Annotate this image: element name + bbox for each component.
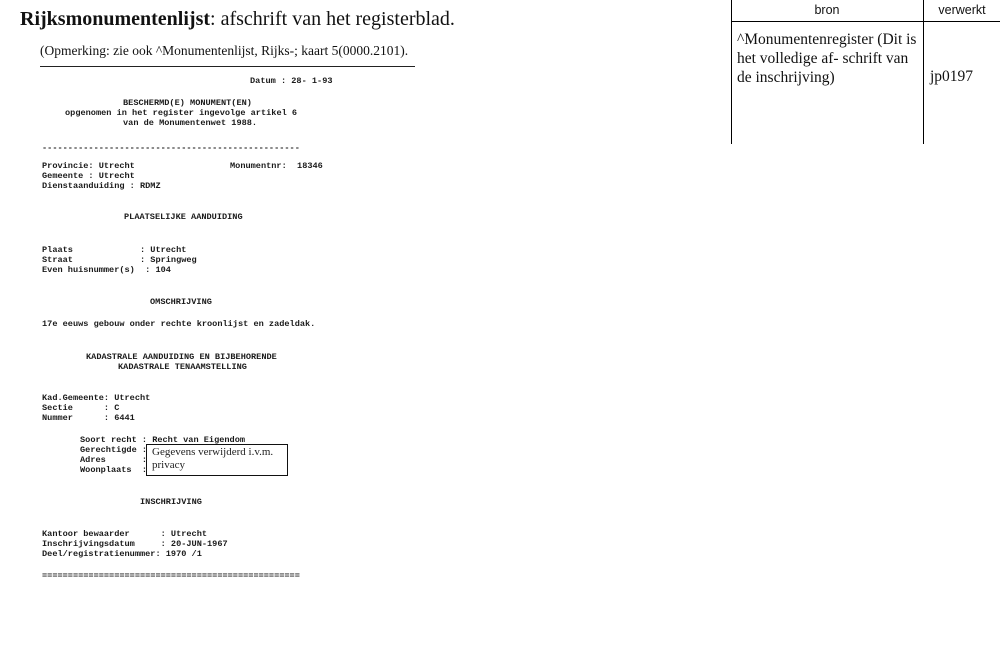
table-header-divider	[731, 21, 1000, 22]
deel-line: Deel/registratienummer: 1970 /1	[42, 549, 202, 559]
nummer-line: Nummer : 6441	[42, 413, 135, 423]
datum-line: Datum : 28- 1-93	[250, 76, 333, 86]
heading-register: opgenomen in het register ingevolge artikel 6	[65, 108, 298, 118]
section-plaatselijke: PLAATSELIJKE AANDUIDING	[124, 212, 243, 222]
inschrijvingsdatum-line: Inschrijvingsdatum : 20-JUN-1967	[42, 539, 228, 549]
section-inschrijving: INSCHRIJVING	[140, 497, 202, 507]
page-title	[20, 8, 455, 31]
monumentnr-line: Monumentnr: 18346	[230, 161, 323, 171]
straat-line: Straat : Springweg	[42, 255, 197, 265]
kad-gemeente-line: Kad.Gemeente: Utrecht	[42, 393, 151, 403]
section-kadastrale-1: KADASTRALE AANDUIDING EN BIJBEHORENDE	[86, 352, 277, 362]
column-header-verwerkt: verwerkt	[938, 3, 986, 17]
gemeente-line: Gemeente : Utrecht	[42, 171, 135, 181]
sectie-line: Sectie : C	[42, 403, 120, 413]
kantoor-line: Kantoor bewaarder : Utrecht	[42, 529, 208, 539]
section-omschrijving: OMSCHRIJVING	[150, 297, 212, 307]
omschrijving-text: 17e eeuws gebouw onder rechte kroonlijst en zadeldak.	[42, 319, 316, 329]
section-kadastrale-2: KADASTRALE TENAAMSTELLING	[118, 362, 247, 372]
page-title-rest: : afschrift van het registerblad.	[210, 8, 455, 30]
gerechtigde-line: Gerechtigde :	[80, 445, 148, 455]
page-title-bold: Rijksmonumentenlijst	[20, 8, 211, 30]
reference-note: (Opmerking: zie ook ^Monumentenlijst, Rijks-; kaart 5(0000.2101).	[40, 43, 409, 58]
adres-line: Adres :	[80, 455, 148, 465]
privacy-notice: Gegevens verwijderd i.v.m. privacy	[152, 446, 274, 471]
dienst-line: Dienstaanduiding : RDMZ	[42, 181, 161, 191]
note-underline	[40, 66, 415, 67]
soort-recht-line: Soort recht : Recht van Eigendom	[80, 435, 246, 445]
heading-monument: BESCHERMD(E) MONUMENT(EN)	[123, 98, 252, 108]
column-header-bron: bron	[814, 3, 840, 17]
woonplaats-line: Woonplaats :	[80, 465, 148, 475]
huisnummer-line: Even huisnummer(s) : 104	[42, 265, 171, 275]
plaats-line: Plaats : Utrecht	[42, 245, 187, 255]
provincie-line: Provincie: Utrecht	[42, 161, 135, 171]
separator-bottom: ==================================================	[42, 571, 300, 581]
bron-cell: ^Monumentenregister (Dit is het volledige af- schrift van de inschrijving)	[737, 31, 917, 86]
heading-law: van de Monumentenwet 1988.	[123, 118, 258, 128]
verwerkt-cell: jp0197	[930, 68, 974, 85]
separator-top: --------------------------------------------------	[42, 143, 300, 153]
